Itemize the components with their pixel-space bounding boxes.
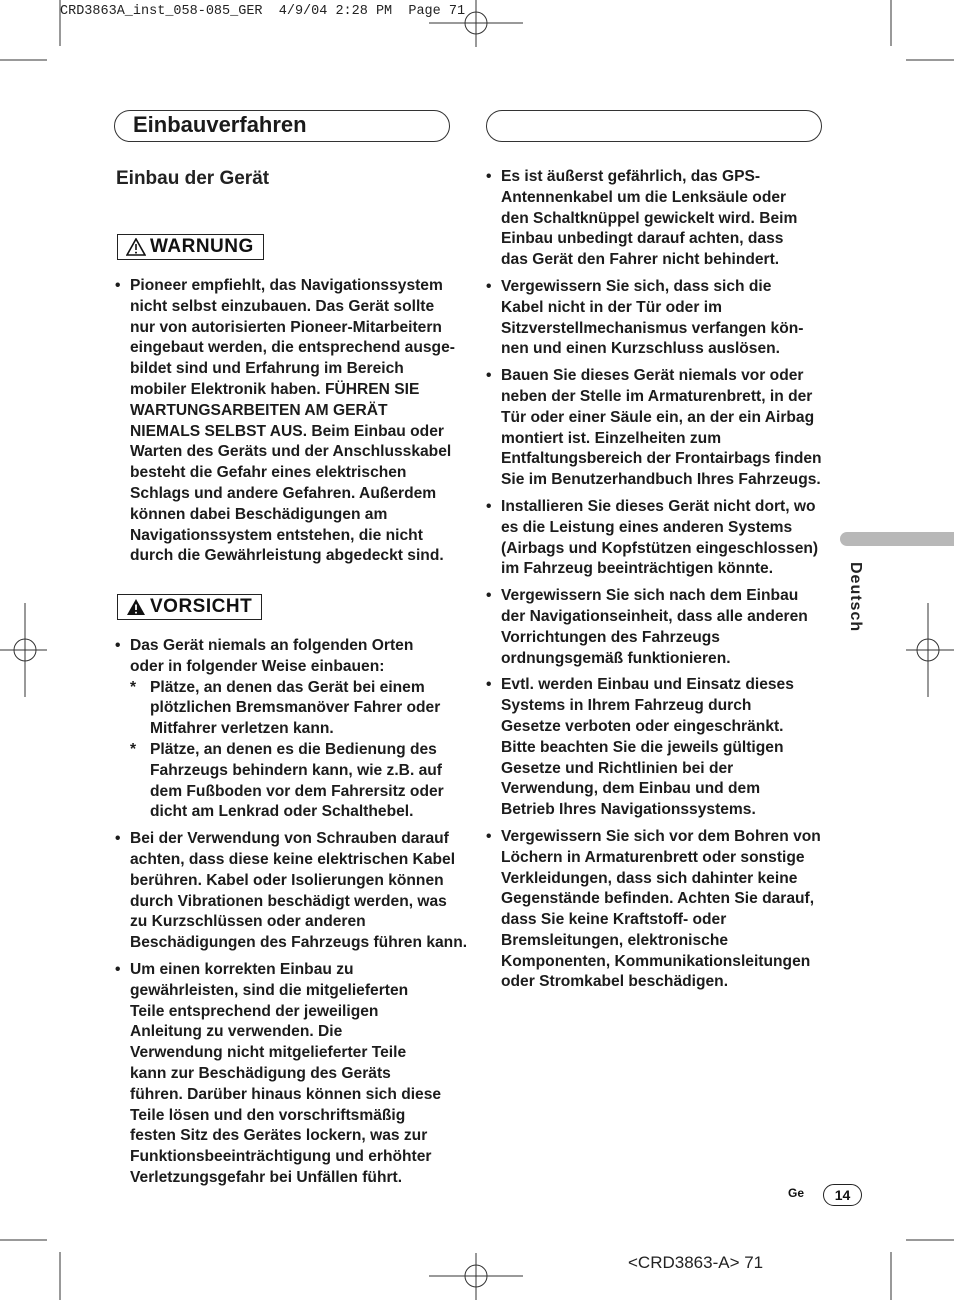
text-line: Verkleidungen, dass sich dahinter keine	[501, 869, 798, 887]
text-line: Bei der Verwendung von Schrauben darauf	[130, 830, 449, 848]
text-line: können dabei Beschädigungen am	[130, 505, 388, 523]
text-line: Plätze, an denen das Gerät bei einem	[150, 678, 425, 696]
text-line: den Schaltknüppel gewickelt wird. Beim	[501, 209, 798, 227]
text-line: Sie im Benutzerhandbuch Ihres Fahrzeugs.	[501, 471, 821, 489]
text-line: Mitfahrer verletzen kann.	[150, 720, 334, 738]
text-line: mobiler Elektronik haben. FÜHREN SIE	[130, 380, 420, 398]
bullet: •	[486, 587, 492, 605]
text-line: Gesetze und Richtlinien bei der	[501, 759, 734, 777]
text-line: Vorrichtungen des Fahrzeugs	[501, 628, 720, 646]
text-line: Anleitung zu verwenden. Die	[130, 1023, 343, 1041]
text-line: berühren. Kabel oder Isolierungen können	[130, 871, 444, 889]
text-line: der Navigationseinheit, dass alle anderen	[501, 607, 808, 625]
text-line: Löchern in Armaturenbrett oder sonstige	[501, 848, 805, 866]
text-line: Beschädigungen des Fahrzeugs führen kann.	[130, 934, 468, 952]
sub-bullet: *	[130, 740, 137, 758]
text-line: es die Leistung eines anderen Systems	[501, 518, 793, 536]
text-line: Bauen Sie dieses Gerät niemals vor oder	[501, 367, 804, 385]
text-line: oder in folgender Weise einbauen:	[130, 657, 385, 675]
text-line: das Gerät den Fahrer nicht behindert.	[501, 251, 780, 269]
text-line: Betrieb Ihres Navigationssystems.	[501, 801, 756, 819]
text-line: Fahrzeugs behindern kann, wie z.B. auf	[150, 761, 442, 779]
language-tab-label: Deutsch	[847, 562, 864, 633]
list-item	[115, 829, 468, 954]
section-title-box	[114, 110, 450, 142]
text-line: eingebaut werden, die entsprechend ausge-	[130, 339, 455, 357]
text-line: durch Vibrationen beschädigt werden, was	[130, 892, 447, 910]
text-line: Funktionsbeeinträchtigung und erhöhter	[130, 1148, 432, 1166]
text-line: Verwendung, dem Einbau und dem	[501, 780, 761, 798]
text-line: Verletzungsgefahr bei Unfällen führt.	[130, 1168, 403, 1186]
registration-target-left	[0, 603, 47, 697]
text-line: führen. Darüber hinaus können sich diese	[130, 1085, 442, 1103]
bullet: •	[486, 277, 492, 295]
text-line: dass Sie keine Kraftstoff- oder	[501, 911, 727, 929]
text-line: Einbau unbedingt darauf achten, dass	[501, 230, 784, 248]
caution-triangle-icon	[126, 598, 146, 616]
text-line: Gegenstände befinden. Achten Sie darauf,	[501, 890, 815, 908]
warning-label: WARNUNG	[150, 236, 254, 257]
list-item	[115, 960, 457, 1189]
warning-triangle-icon	[126, 238, 146, 256]
footer-code: <CRD3863-A> 71	[628, 1253, 764, 1272]
text-line: Bitte beachten Sie die jeweils gültigen	[501, 738, 784, 756]
caution-box	[117, 594, 262, 620]
text-line: nen und einen Kurzschluss auslösen.	[501, 340, 781, 358]
sub-bullet: *	[130, 678, 137, 696]
text-line: Teile lösen und den vorschriftsmäßig	[130, 1106, 406, 1124]
text-line: Systems in Ihrem Fahrzeug durch	[501, 697, 752, 715]
list-item	[486, 586, 828, 669]
list-item	[486, 366, 828, 491]
list-item	[115, 276, 457, 567]
warning-list	[115, 276, 457, 573]
text-line: Gesetze verboten oder eingeschränkt.	[501, 717, 784, 735]
text-line: Vergewissern Sie sich, dass sich die	[501, 277, 772, 295]
text-line: Kabel nicht in der Tür oder im	[501, 298, 722, 316]
caution-list	[115, 636, 468, 1195]
text-line: Bremsleitungen, elektronische	[501, 931, 729, 949]
list-item	[486, 167, 828, 271]
bullet: •	[486, 676, 492, 694]
text-line: WARTUNGSARBEITEN AM GERÄT	[130, 401, 388, 419]
text-line: plötzlichen Bremsmanöver Fahrer oder	[150, 699, 441, 717]
text-line: Teile entsprechend der jeweiligen	[130, 1002, 379, 1020]
caution-label: VORSICHT	[150, 596, 253, 617]
text-line: im Fahrzeug beeinträchtigen könnte.	[501, 560, 774, 578]
text-line: neben der Stelle im Armaturenbrett, in der	[501, 387, 813, 405]
text-line: gewährleisten, sind die mitgelieferten	[130, 981, 409, 999]
text-line: Vergewissern Sie sich nach dem Einbau	[501, 587, 799, 605]
text-line: ordnungsgemäß funktionieren.	[501, 649, 731, 667]
language-tab-bar	[840, 532, 954, 546]
section-title: Einbauverfahren	[133, 112, 307, 137]
bullet: •	[486, 827, 492, 845]
empty-title-box	[486, 110, 822, 142]
bullet: •	[486, 367, 492, 385]
text-line: montiert ist. Einzelheiten zum	[501, 429, 722, 447]
text-line: Tür oder einer Säule ein, an der ein Airbag	[501, 408, 815, 426]
sub-item	[130, 678, 457, 740]
text-line: nicht selbst einzubauen. Das Gerät sollte	[130, 297, 435, 315]
text-line: durch die Gewährleistung abgedeckt sind.	[130, 547, 444, 565]
subsection-title: Einbau der Gerät	[116, 168, 270, 189]
bullet: •	[115, 637, 121, 654]
text-line: Antennenkabel um die Lenksäule oder	[501, 188, 787, 206]
text-line: Das Gerät niemals an folgenden Orten	[130, 637, 414, 654]
text-line: dicht am Lenkrad oder Schalthebel.	[150, 803, 414, 821]
text-line: bildet sind und Erfahrung im Bereich	[130, 360, 404, 378]
text-line: Warten des Geräts und der Anschlusskabel	[130, 443, 452, 461]
registration-target-right	[906, 603, 954, 697]
text-line: NIEMALS SELBST AUS. Beim Einbau oder	[130, 422, 444, 440]
list-item	[486, 675, 828, 821]
text-line: Vergewissern Sie sich vor dem Bohren von	[501, 827, 821, 845]
warning-box	[117, 234, 264, 260]
text-line: (Airbags und Kopfstützen eingeschlossen)	[501, 539, 819, 557]
text-line: festen Sitz des Gerätes lockern, was zur	[130, 1127, 428, 1145]
text-line: achten, dass diese keine elektrischen Kabel	[130, 850, 456, 868]
text-line: Evtl. werden Einbau und Einsatz dieses	[501, 676, 794, 694]
text-line: Schlags und andere Gefahren. Außerdem	[130, 484, 437, 502]
text-line: Pioneer empfiehlt, das Navigationssystem	[130, 277, 443, 294]
text-line: Entfaltungsbereich der Frontairbags finden	[501, 450, 822, 468]
bullet: •	[115, 960, 121, 978]
page-lang-code: Ge	[788, 1186, 805, 1200]
list-item	[115, 636, 457, 823]
text-line: Verwendung nicht mitgelieferter Teile	[130, 1044, 407, 1062]
right-column-list	[486, 167, 828, 999]
list-item	[486, 277, 828, 360]
text-line: Navigationssystem entstehen, die nicht	[130, 526, 423, 544]
sub-item	[130, 740, 457, 823]
text-line: Um einen korrekten Einbau zu	[130, 960, 354, 978]
list-item	[486, 497, 828, 580]
text-line: kann zur Beschädigung des Geräts	[130, 1064, 391, 1082]
text-line: dem Fußboden vor dem Fahrersitz oder	[150, 782, 444, 800]
bullet: •	[115, 277, 121, 294]
text-line: Komponenten, Kommunikationsleitungen	[501, 952, 811, 970]
text-line: Installieren Sie dieses Gerät nicht dort, wo	[501, 497, 816, 515]
text-line: nur von autorisierten Pioneer-Mitarbeitern	[130, 318, 442, 336]
text-line: Plätze, an denen es die Bedienung des	[150, 740, 437, 758]
text-line: Es ist äußerst gefährlich, das GPS-	[501, 168, 761, 185]
text-line: Sitzverstellmechanismus verfangen kön-	[501, 319, 804, 337]
bullet: •	[486, 168, 492, 185]
list-item	[486, 827, 828, 993]
text-line: zu Kurzschlüssen oder anderen	[130, 913, 366, 931]
text-line: besteht die Gefahr eines elektrischen	[130, 464, 407, 482]
registration-target-bottom	[429, 1253, 523, 1300]
page-number: 14	[823, 1184, 862, 1206]
bullet: •	[115, 830, 121, 848]
print-header: CRD3863A_inst_058-085_GER 4/9/04 2:28 PM Page 71	[60, 4, 466, 19]
bullet: •	[486, 497, 492, 515]
text-line: oder Stromkabel beschädigen.	[501, 973, 729, 991]
